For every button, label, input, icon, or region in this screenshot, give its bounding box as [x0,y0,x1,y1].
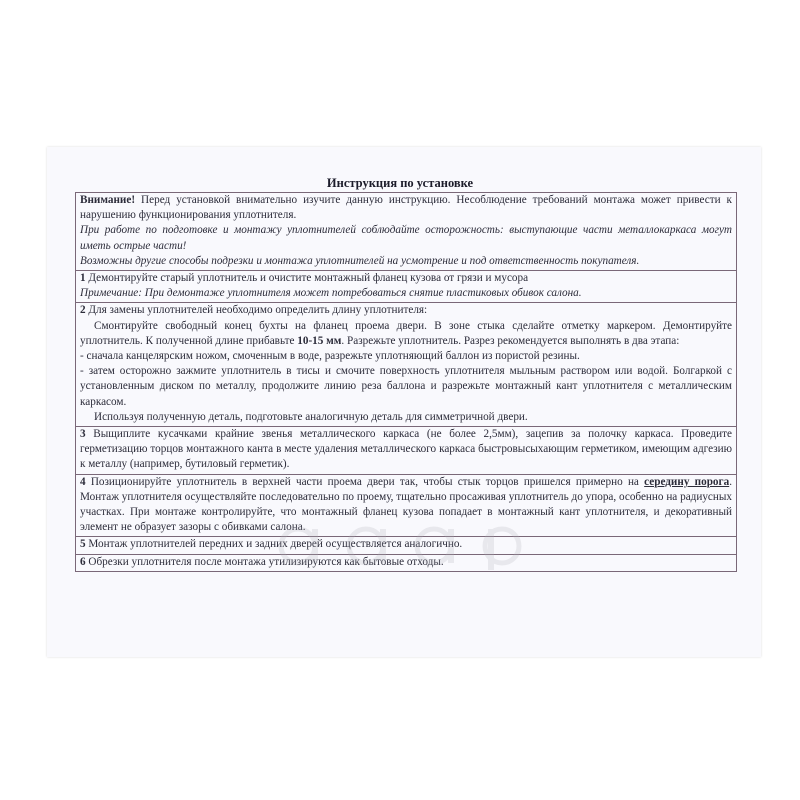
step-6-section [76,554,736,571]
step-2-substep-1: - сначала канцелярским ножом, смоченным в воде, разрежьте уплотняющий баллон из пористой резины. [80,350,580,363]
step-5-body: Монтаж уплотнителей передних и задних дверей осуществляется аналогично. [85,538,463,551]
step-2-number: 2 [80,304,86,317]
step-6-number: 6 [80,555,86,568]
step-3-number: 3 [80,428,86,441]
step-5-text [80,537,732,552]
step-2-text [80,303,732,318]
intro-section [76,193,736,270]
page-title: Инструкция по установке [326,176,474,190]
step-3-section [76,426,736,474]
caution-text: При работе по подготовке и монтажу уплотнителей соблюдайте осторожность: выступающие части металлокаркаса могут иметь острые части! [80,224,732,252]
step-2-measure-paragraph [80,319,732,349]
step-6-body: Обрезки уплотнителя после монтажа утилизируются как бытовые отходы. [85,555,444,568]
step-2-substep-2: - затем осторожно зажмите уплотнитель в тисы и смочите поверхность уплотнителя мыльным раствором или водой. Болгаркой с установленным диском по металлу, продолжите линию реза баллона и разрежьте монтажный кант уплотнителя с металлическим каркасом. [80,365,732,408]
warning-label: Внимание! [80,194,136,206]
step-2-cut-text: . Разрежьте уплотнитель. Разрез рекомендуется выполнять в два этапа: [341,334,680,347]
step-2-allowance: 10-15 мм [297,334,342,347]
step-3-body: Выщиплите кусачками крайние звенья металлического каркаса (не более 2,5мм), зацепив за полочку каркаса. Проведите герметизацию торцов монтажного канта в месте удаления металлического каркаса быстровысыхающим герметиком, имеющим адгезию к металлу (например, бутиловый герметик). [80,428,732,471]
step-3-text [80,427,732,473]
step-1-text [80,271,732,286]
step-4-body-b: . Монтаж уплотнителя осуществляйте последовательно по проему, тщательно просаживая уплотнитель до упора, особенно на радиусных участках. При монтаже контролируйте, что монтажный фланец кузова попадает в монтажный кант уплотнителя, и декоративный элемент не образует зазоры с обивками салона. [80,475,732,534]
step-1-number: 1 [80,272,86,285]
step-4-number: 4 [80,475,86,488]
step-2-symmetric: Используя полученную деталь, подготовьте аналогичную деталь для симметричной двери. [94,410,528,423]
step-4-threshold: середину порога [644,475,730,488]
step-6-text [80,555,732,570]
alt-methods-text: Возможны другие способы подрезки и монтажа уплотнителей на усмотрение и под ответственность покупателя. [80,254,640,267]
warning-text: Перед установкой внимательно изучите данную инструкцию. Несоблюдение требований монтажа может привести к нарушению функционирования уплотнителя. [80,194,732,222]
step-1-note: Примечание: При демонтаже уплотнителя может потребоваться снятие пластиковых обивок салона. [80,287,582,300]
step-4-section [76,474,736,537]
step-4-body-a: Позиционируйте уплотнитель в верхней части проема двери так, чтобы стык торцов пришелся примерно на [85,475,645,488]
step-1-body: Демонтируйте старый уплотнитель и очистите монтажный фланец кузова от грязи и мусора [85,272,529,285]
step-5-section [76,536,736,553]
warning-paragraph [80,193,732,223]
step-2-body: Для замены уплотнителей необходимо определить длину уплотнителя: [85,304,428,317]
step-1-section [76,270,736,302]
step-2-measure-text: Смонтируйте свободный конец бухты на фланец проема двери. В зоне стыка сделайте отметку маркером. Демонтируйте уплотнитель. К полученной длине прибавьте [80,319,732,347]
step-5-number: 5 [80,538,86,551]
instruction-table [75,192,737,572]
step-4-text [80,475,732,536]
step-2-section [76,302,736,426]
